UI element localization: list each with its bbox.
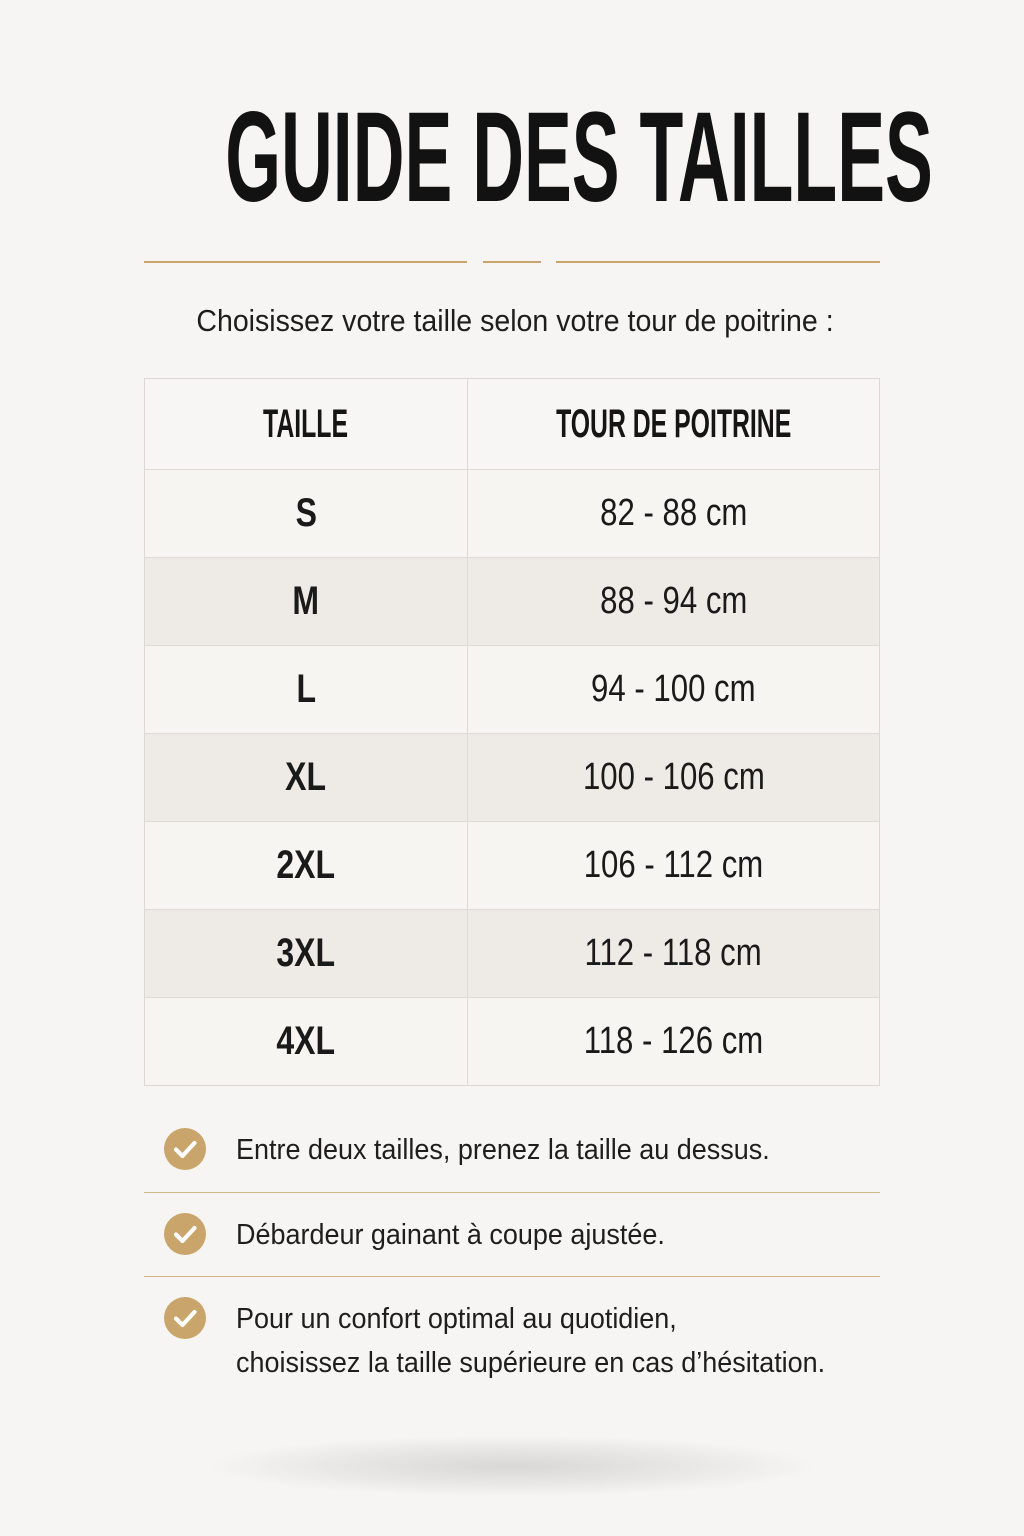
size-value: L xyxy=(296,667,316,711)
table-row xyxy=(145,645,879,733)
check-circle-icon xyxy=(164,1213,206,1255)
table-row xyxy=(145,469,879,557)
chest-cell xyxy=(468,558,879,645)
drop-shadow xyxy=(212,1436,812,1496)
size-value: M xyxy=(292,579,320,623)
size-cell xyxy=(145,734,468,821)
chest-cell xyxy=(468,646,879,733)
chest-value: 118 - 126 cm xyxy=(583,1020,764,1062)
divider-left xyxy=(144,261,467,263)
chest-cell xyxy=(468,822,879,909)
check-circle-icon xyxy=(164,1128,206,1170)
chest-value: 88 - 94 cm xyxy=(599,580,748,622)
chest-cell xyxy=(468,470,879,557)
header-cell-chest xyxy=(468,379,879,469)
divider-right xyxy=(556,261,880,263)
chest-value: 112 - 118 cm xyxy=(584,932,763,974)
size-value: 4XL xyxy=(276,1019,336,1063)
note-divider xyxy=(144,1192,880,1193)
header-label: TAILLE xyxy=(263,401,349,446)
size-cell xyxy=(145,910,468,997)
note-text-line-1: Pour un confort optimal au quotidien, xyxy=(236,1303,677,1335)
note-text: Entre deux tailles, prenez la taille au dessus. xyxy=(236,1134,770,1166)
size-cell xyxy=(145,822,468,909)
size-table xyxy=(144,378,880,1086)
size-cell xyxy=(145,998,468,1085)
table-row xyxy=(145,909,879,997)
note-item xyxy=(144,1297,880,1389)
size-cell xyxy=(145,646,468,733)
header-cell-size xyxy=(145,379,468,469)
size-value: XL xyxy=(285,755,327,799)
size-cell xyxy=(145,470,468,557)
chest-value: 94 - 100 cm xyxy=(591,668,756,710)
chest-cell xyxy=(468,910,879,997)
size-value: 2XL xyxy=(276,843,336,887)
check-circle-icon xyxy=(164,1297,206,1339)
note-divider xyxy=(144,1276,880,1277)
size-cell xyxy=(145,558,468,645)
table-row xyxy=(145,733,879,821)
table-header-row xyxy=(145,379,879,469)
size-value: S xyxy=(295,491,317,535)
subtitle: Choisissez votre taille selon votre tour de poitrine : xyxy=(196,303,834,338)
page-title: GUIDE DES TAILLES xyxy=(225,86,933,229)
note-text: Débardeur gainant à coupe ajustée. xyxy=(236,1219,665,1251)
chest-value: 106 - 112 cm xyxy=(583,844,764,886)
note-text-line-2: choisissez la taille supérieure en cas d’hésitation. xyxy=(236,1347,826,1379)
chest-cell xyxy=(468,998,879,1085)
table-row xyxy=(145,821,879,909)
size-value: 3XL xyxy=(276,931,336,975)
chest-value: 82 - 88 cm xyxy=(599,492,748,534)
divider-center xyxy=(483,261,541,263)
note-item xyxy=(144,1213,880,1261)
note-item xyxy=(144,1128,880,1176)
chest-value: 100 - 106 cm xyxy=(582,756,765,798)
chest-cell xyxy=(468,734,879,821)
header-label: TOUR DE POITRINE xyxy=(555,401,792,446)
table-row xyxy=(145,557,879,645)
table-row xyxy=(145,997,879,1085)
